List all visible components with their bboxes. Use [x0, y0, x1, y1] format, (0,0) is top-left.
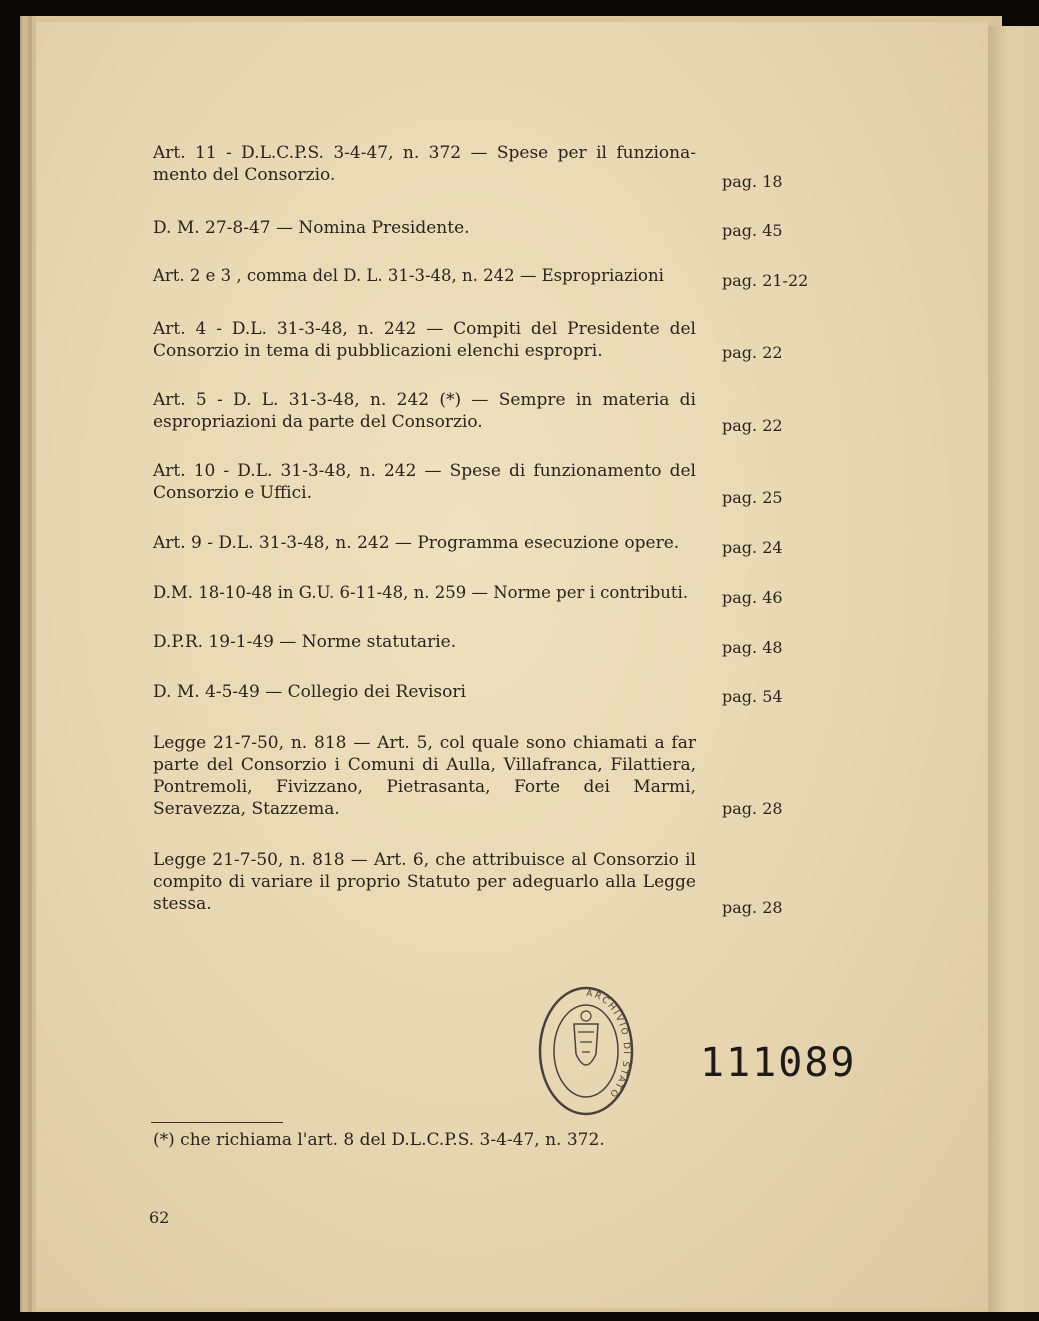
page-reference: pag. 54 — [722, 687, 783, 706]
footnote-rule — [151, 1122, 283, 1123]
index-entry: Art. 4 - D.L. 31-3-48, n. 242 — Compiti del Presidente del Consorzio in tema di pubblicazioni elenchi espropri. — [153, 319, 696, 361]
index-entries — [36, 22, 988, 1308]
page-reference: pag. 21-22 — [722, 271, 809, 290]
page-reference: pag. 45 — [722, 221, 783, 240]
index-entry: D.M. 18-10-48 in G.U. 6-11-48, n. 259 — Norme per i contributi. — [153, 583, 689, 602]
book-page — [36, 22, 988, 1308]
facing-page-edge — [988, 26, 1039, 1312]
page-reference: pag. 46 — [722, 588, 783, 607]
index-entry: Art. 2 e 3 , comma del D. L. 31-3-48, n. 242 — Espropriazioni — [153, 266, 664, 285]
page-reference: pag. 48 — [722, 638, 783, 657]
index-entry: Art. 9 - D.L. 31-3-48, n. 242 — Programma esecuzione opere. — [153, 533, 680, 553]
index-entry: Legge 21-7-50, n. 818 — Art. 6, che attribuisce al Consorzio il compito di variare il proprio Statuto per adeguarlo alla Legge stessa. — [153, 850, 696, 914]
index-entry: Legge 21-7-50, n. 818 — Art. 5, col quale sono chiamati a far parte del Consorzio i Comuni di Aulla, Villafranca, Filattiera, Pontremoli, Fivizzano, Pietrasanta, Forte dei Marmi, Seravezza, Stazzema. — [153, 733, 696, 819]
page-reference: pag. 22 — [722, 343, 783, 362]
index-entry: D.P.R. 19-1-49 — Norme statutarie. — [153, 632, 457, 652]
footnote: (*) che richiama l'art. 8 del D.L.C.P.S. 3-4-47, n. 372. — [153, 1130, 605, 1150]
page-reference: pag. 18 — [722, 172, 783, 191]
page-reference: pag. 28 — [722, 799, 783, 818]
archive-stamp — [536, 984, 636, 1118]
page-reference: pag. 25 — [722, 488, 783, 507]
index-entry: Art. 5 - D. L. 31-3-48, n. 242 (*) — Sempre in materia di espropriazioni da parte del Consorzio. — [153, 390, 696, 432]
index-entry: Art. 10 - D.L. 31-3-48, n. 242 — Spese di funzionamento del Consorzio e Uffici. — [153, 461, 696, 503]
index-entry: Art. 11 - D.L.C.P.S. 3-4-47, n. 372 — Spese per il funziona-mento del Consorzio. — [153, 143, 696, 185]
page-reference: pag. 22 — [722, 416, 783, 435]
stamp-text: ARCHIVIO DI STATO — [585, 988, 632, 1100]
page-number: 62 — [149, 1208, 170, 1227]
page-reference: pag. 24 — [722, 538, 783, 557]
index-entry: D. M. 27-8-47 — Nomina Presidente. — [153, 218, 470, 238]
archive-number: 111089 — [700, 1040, 857, 1086]
index-entry: D. M. 4-5-49 — Collegio dei Revisori — [153, 682, 466, 702]
page-reference: pag. 28 — [722, 898, 783, 917]
